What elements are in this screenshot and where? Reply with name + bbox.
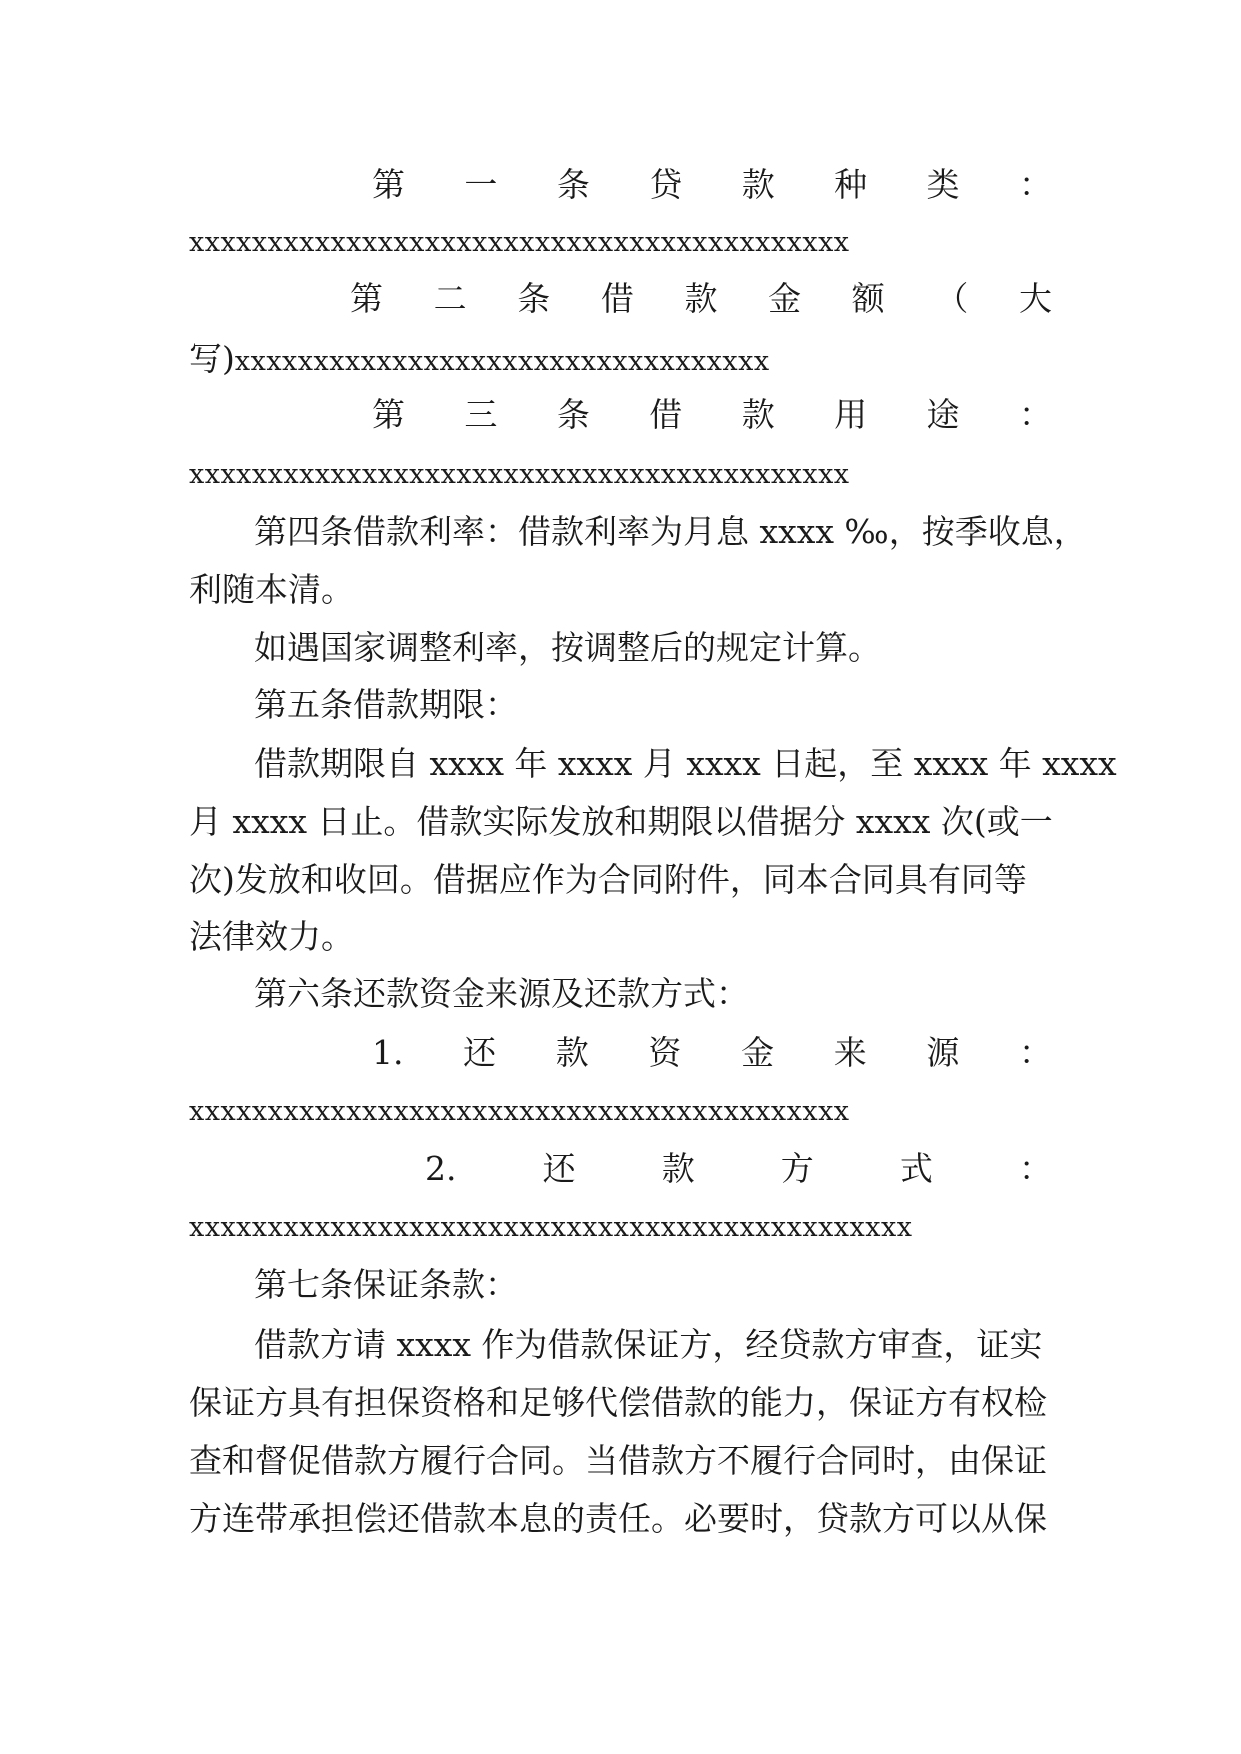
heading-char: 借 [649,395,683,434]
article-7-line-3: 查和督促借款方履行合同。当借款方不履行合同时，由保证 [189,1441,1047,1480]
heading-char: 条 [556,165,590,204]
heading-char: 第 [372,395,405,434]
article-7-line-2: 保证方具有担保资格和足够代偿借款的能力，保证方有权检 [189,1383,1047,1422]
heading-char: 一 [464,165,498,204]
heading-char: 第 [350,279,383,318]
article-2-continuation: 写) [189,339,235,378]
article-6-item-2-heading [425,1140,1052,1198]
heading-char: 二 [433,279,467,318]
heading-char: 额 [851,279,885,318]
heading-char: 贷 [649,165,683,204]
heading-char: 1. [372,1033,404,1072]
heading-char: 方 [780,1149,814,1188]
article-2-heading [350,270,1052,328]
article-6-item-1-heading [372,1024,1052,1082]
article-6-item-2-value: xxxxxxxxxxxxxxxxxxxxxxxxxxxxxxxxxxxxxxxxxxxxxx [189,1212,913,1243]
heading-char: 三 [464,395,498,434]
article-4-line-1: 第四条借款利率：借款利率为月息 xxxx ‰，按季收息， [254,512,1087,551]
heading-char: 2. [425,1149,457,1188]
heading-char: 途 [926,395,960,434]
heading-char: 来 [833,1033,867,1072]
heading-char: （ [935,279,969,318]
heading-char: 用 [834,395,868,434]
heading-char: 金 [741,1033,775,1072]
heading-char: 第 [372,165,405,204]
article-7-heading: 第七条保证条款： [254,1265,518,1304]
heading-char: 式 [899,1149,933,1188]
heading-char: 还 [542,1149,576,1188]
article-5-line-3: 次)发放和收回。借据应作为合同附件，同本合同具有同等 [189,860,1027,899]
article-1-value: xxxxxxxxxxxxxxxxxxxxxxxxxxxxxxxxxxxxxxxxxx [189,227,850,258]
heading-char: ： [1018,1033,1052,1072]
article-6-heading: 第六条还款资金来源及还款方式： [254,974,749,1013]
article-1-heading [372,156,1052,214]
article-7-line-1: 借款方请 xxxx 作为借款保证方，经贷款方审查，证实 [254,1325,1043,1364]
heading-char: 借 [600,279,634,318]
heading-char: 款 [684,279,718,318]
heading-char: 源 [926,1033,960,1072]
heading-char: 款 [661,1149,695,1188]
article-7-line-4: 方连带承担偿还借款本息的责任。必要时，贷款方可以从保 [189,1499,1047,1538]
heading-char: 种 [834,165,868,204]
article-3-heading [372,386,1052,444]
article-5-heading: 第五条借款期限： [254,685,518,724]
heading-char: ： [1018,165,1052,204]
article-3-value: xxxxxxxxxxxxxxxxxxxxxxxxxxxxxxxxxxxxxxxxxx [189,459,850,490]
heading-char: 大 [1019,279,1052,318]
heading-char: 款 [741,165,775,204]
article-5-line-1: 借款期限自 xxxx 年 xxxx 月 xxxx 日起，至 xxxx 年 xxxx [254,744,1117,783]
heading-char: 金 [768,279,802,318]
article-5-line-2: 月 xxxx 日止。借款实际发放和期限以借据分 xxxx 次(或一 [189,802,1053,841]
article-2-value [189,330,1051,388]
heading-char: 款 [555,1033,589,1072]
heading-char: 条 [556,395,590,434]
heading-char: 款 [741,395,775,434]
heading-char: ： [1018,395,1052,434]
article-5-line-4: 法律效力。 [189,917,354,956]
article-6-item-1-value: xxxxxxxxxxxxxxxxxxxxxxxxxxxxxxxxxxxxxxxxxx [189,1096,850,1127]
heading-char: 条 [517,279,551,318]
heading-char: ： [1018,1149,1052,1188]
article-4-line-2: 利随本清。 [189,570,354,609]
heading-char: 还 [463,1033,497,1072]
heading-char: 类 [926,165,960,204]
article-2-placeholder: xxxxxxxxxxxxxxxxxxxxxxxxxxxxxxxxxx [234,346,770,377]
article-4-note: 如遇国家调整利率，按调整后的规定计算。 [254,628,881,667]
heading-char: 资 [648,1033,682,1072]
